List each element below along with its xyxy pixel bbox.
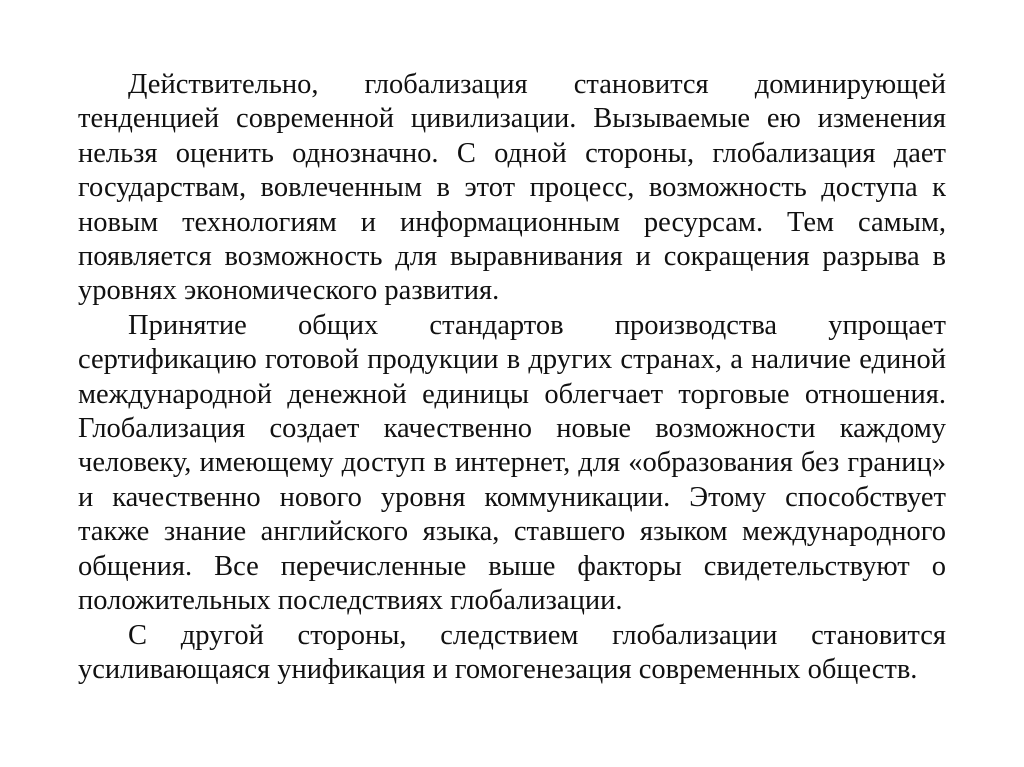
document-body xyxy=(78,68,946,687)
paragraph-other-side-unification: С другой стороны, следствием глобализации становится усиливающаяся унификация и гомогенезация современных обществ. xyxy=(78,619,946,685)
paragraph-globalization-dominant-trend: Действительно, глобализация становится доминирующей тенденцией современной цивилизации. Вызываемые ею изменения нельзя оценить однозначно. С одной стороны, глобализация дает государствам, вовлеченным в этот процесс, возможность доступа к новым технологиям и информационным ресурсам. Тем самым, появляется возможность для выравнивания и сокращения разрыва в уровнях экономического развития. xyxy=(78,69,946,307)
paragraph-common-standards: Принятие общих стандартов производства упрощает сертификацию готовой продукции в других странах, а наличие единой международной денежной единицы облегчает торговые отношения. Глобализация создает качественно новые возможности каждому человеку, имеющему доступ в интернет, для «образования без границ» и качественно нового уровня коммуникации. Этому способствует также знание английского языка, ставшего языком международного общения. Все перечисленные выше факторы свидетельствуют о положительных последствиях глобализации. xyxy=(78,309,946,617)
